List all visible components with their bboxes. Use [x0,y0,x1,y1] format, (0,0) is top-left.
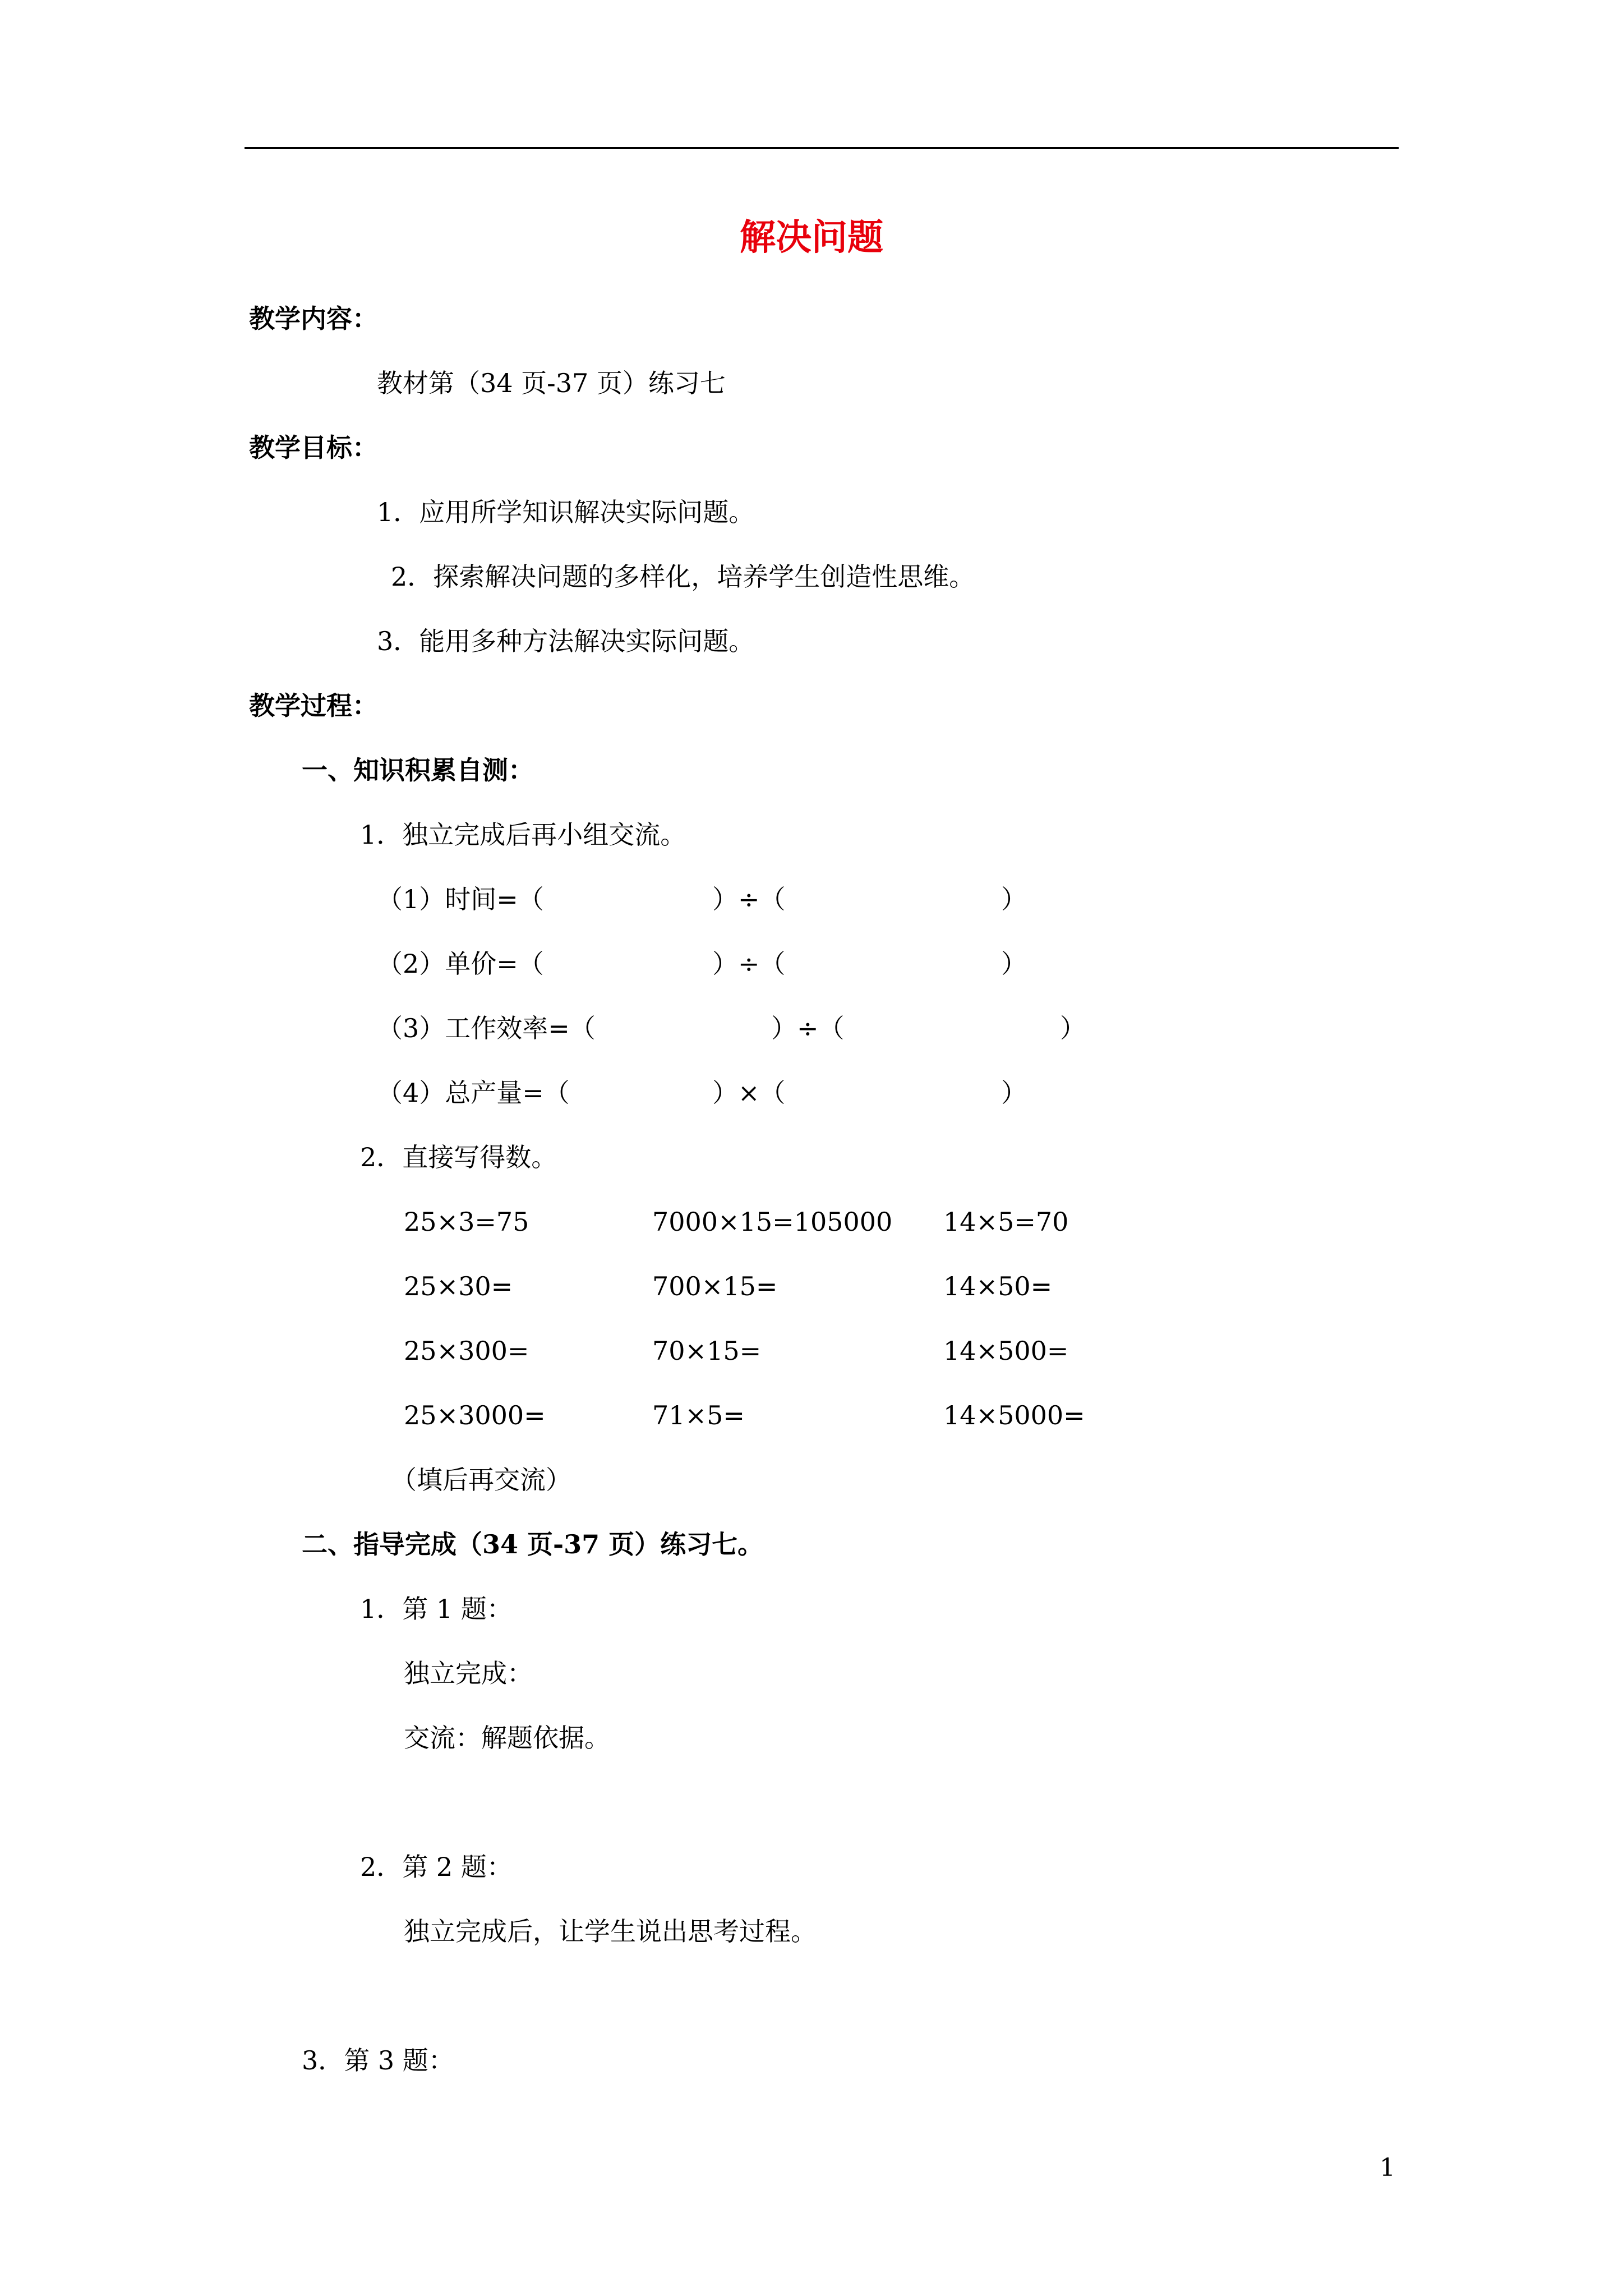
formula-2-label: （2）单价=（ [377,949,544,979]
calc-cell: 25×30= [404,1271,513,1301]
formula-2-op: ）÷（ [712,949,786,979]
question-1-step-a: 独立完成： [404,1658,533,1688]
section2-heading: 二、指导完成（34 页-37 页）练习七。 [302,1529,764,1559]
formula-3-label: （3）工作效率=（ [377,1013,596,1043]
calc-cell: 25×3000= [404,1400,546,1430]
process-label: 教学过程： [249,691,378,721]
formula-3-close: ） [1060,1013,1086,1043]
task1-text: 1．独立完成后再小组交流。 [360,820,686,850]
content-label: 教学内容： [249,303,378,334]
formula-4-close: ） [1001,1078,1027,1108]
formula-1-close: ） [1001,884,1027,914]
goals-label: 教学目标： [249,432,378,463]
formula-1-op: ）÷（ [712,884,786,914]
question-1: 1．第 1 题： [360,1594,513,1624]
question-2-step-a: 独立完成后，让学生说出思考过程。 [404,1916,817,1947]
goal-item-2: 2．探索解决问题的多样化，培养学生创造性思维。 [391,562,975,592]
formula-4-op: ）×（ [712,1078,786,1108]
calc-cell: 14×500= [943,1336,1069,1366]
question-3: 3．第 3 题： [302,2045,454,2076]
calc-cell: 25×300= [404,1336,529,1366]
goal-item-3: 3．能用多种方法解决实际问题。 [377,626,755,656]
formula-2-close: ） [1001,949,1027,979]
question-1-step-b: 交流：解题依据。 [404,1723,610,1753]
formula-3-op: ）÷（ [771,1013,845,1043]
formula-1-label: （1）时间=（ [377,884,544,914]
page-number: 1 [1380,2154,1395,2182]
calc-cell: 70×15= [652,1336,762,1366]
question-2: 2．第 2 题： [360,1852,513,1882]
calc-cell: 14×5=70 [943,1207,1069,1237]
goal-item-1: 1．应用所学知识解决实际问题。 [377,497,755,527]
formula-4-label: （4）总产量=（ [377,1078,570,1108]
calc-note: （填后再交流） [391,1465,571,1495]
calc-cell: 14×50= [943,1271,1053,1301]
calc-cell: 7000×15=105000 [652,1207,893,1237]
section1-heading: 一、知识积累自测： [302,755,534,785]
content-text: 教材第（34 页-37 页）练习七 [377,368,726,398]
calc-cell: 71×5= [652,1400,745,1430]
task2-text: 2．直接写得数。 [360,1142,557,1172]
calc-cell: 700×15= [652,1271,778,1301]
page-title: 解决问题 [740,217,883,259]
calc-cell: 14×5000= [943,1400,1085,1430]
calc-cell: 25×3=75 [404,1207,529,1237]
header-rule [245,147,1399,149]
